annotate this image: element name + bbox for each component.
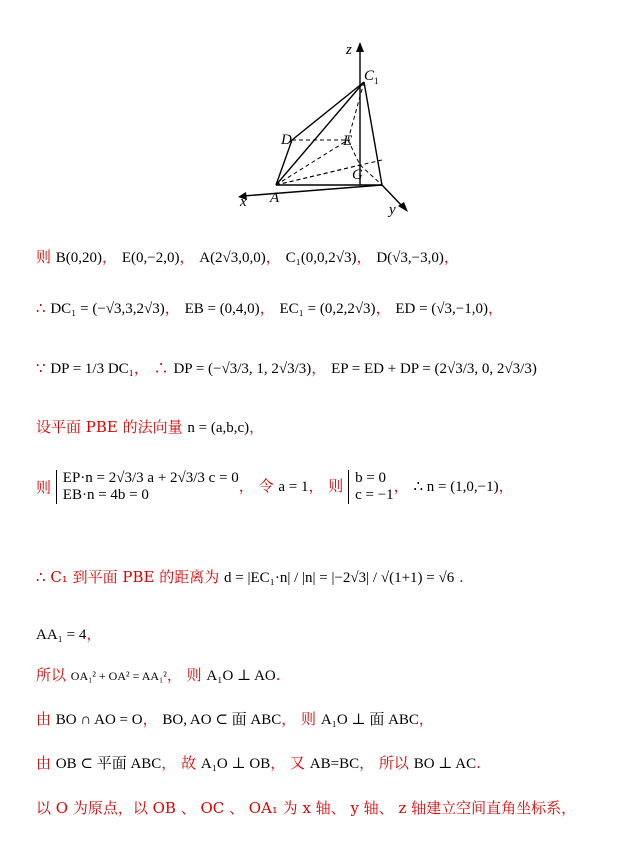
d-label: D — [281, 132, 292, 148]
coordinates-line: 则 B(0,20)， E(0,−2,0)， A(2√3,0,0)， C₁(0,0,2√3)， D(√3,−3,0)， — [36, 248, 459, 266]
geometry-figure — [0, 0, 642, 230]
distance-line: ∴ C₁ 到平面 PBE 的距离为 d = |EC₁·n| / |n| = |−2√3| / √(1+1) = √6 . — [36, 568, 464, 586]
perpendicular-line-3: 由 OB ⊂ 平面 ABC， 故 A₁O ⊥ OB， 又 AB=BC， 所以 BO ⊥ AC. — [36, 754, 481, 772]
perpendicular-line-2: 由 BO ∩ AO = O， BO, AO ⊂ 面 ABC， 则 A₁O ⊥ 面 ABC， — [36, 710, 434, 728]
vectors-line: ∴ DC₁ = (−√3,3,2√3)， EB = (0,4,0)， EC₁ = (0,2,2√3)， ED = (√3,−1,0)， — [36, 299, 503, 317]
x-axis — [243, 185, 382, 196]
c1-label: $C_1$ — [364, 68, 379, 86]
aa1-line: AA₁ = 4， — [36, 625, 102, 643]
dp-line: ∵ DP = 1/3 DC₁， ∴ DP = (−√3/3, 1, 2√3/3)， EP = ED + DP = (2√3/3, 0, 2√3/3) — [36, 359, 537, 377]
coordinate-system-line: 以 O 为原点，以 OB 、 OC 、 OA₁ 为 x 轴、 y 轴、 z 轴建立空间直角坐标系， — [36, 799, 577, 817]
a-label: A — [270, 190, 280, 206]
x-label: x — [240, 194, 247, 210]
perpendicular-line-1: 所以 OA₁² + OA² = AA₁²， 则 A₁O ⊥ AO. — [36, 666, 281, 684]
normal-vector-line: 设平面 PBE 的法向量 n = (a,b,c)， — [36, 418, 265, 436]
g-label: G — [352, 167, 363, 183]
z-label: z — [346, 42, 352, 58]
system-line: 则 EP·n = 2√3/3 a + 2√3/3 c = 0 EB·n = 4b = 0 ， 令 a = 1， 则 b = 0 c = −1 ， ∴ n = (1,0,−1)， — [36, 470, 514, 503]
e-label: E — [343, 133, 353, 149]
y-label: y — [389, 202, 396, 218]
